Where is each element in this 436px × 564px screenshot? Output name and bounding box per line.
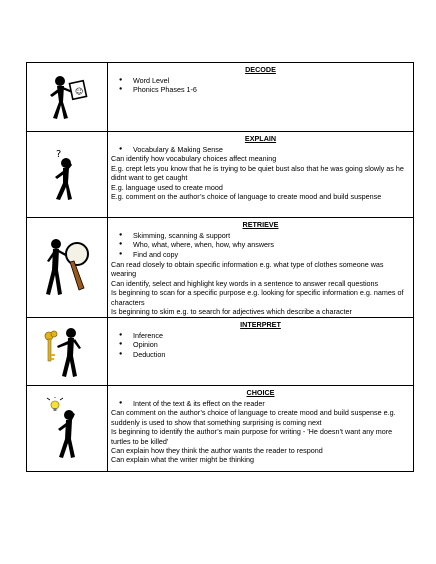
bullet-item: ● Skimming, scanning & support [133, 231, 410, 241]
image-cell [27, 63, 108, 131]
image-cell [27, 218, 108, 317]
stick-figure-magnifier-icon [39, 234, 95, 302]
section-retrieve [27, 217, 413, 317]
section-interpret [27, 317, 413, 385]
section-heading: EXPLAIN [244, 134, 277, 143]
text-cell [108, 132, 413, 217]
reading-skills-table [26, 62, 414, 472]
image-cell [27, 318, 108, 385]
text-line: Can identify, select and highlight key words in a sentence to answer recall questions [111, 278, 379, 288]
bullet-item: ● Find and copy [133, 250, 410, 260]
bullet-list [111, 331, 410, 360]
bullet-item: ● Who, what, where, when, how, why answers [133, 240, 410, 250]
bullet-item: ● Deduction [133, 350, 410, 360]
bullet-list [111, 145, 410, 155]
text-line: E.g. crept lets you know that he is trying to be quiet bust also that he was going slowly as he didnt want to get caught [111, 163, 404, 183]
text-line: Can explain what the writer might be thinking [111, 455, 255, 465]
stick-figure-thinking-icon [42, 147, 92, 203]
text-cell [108, 63, 413, 131]
section-choice [27, 385, 413, 471]
image-cell [27, 132, 108, 217]
text-line: Can comment on the author’s choice of language to create mood and build suspense e.g. suddenly is used to show that something surprising is coming next [111, 408, 396, 427]
text-cell [108, 318, 413, 385]
bullet-item: ● Phonics Phases 1-6 [133, 85, 410, 95]
section-decode [27, 63, 413, 131]
section-heading: RETRIEVE [242, 220, 279, 229]
text-line: Can read closely to obtain specific information e.g. what type of clothes someone was wearing [111, 259, 384, 279]
text-line: Is beginning to scan for a specific purpose e.g. looking for specific information e.g. names of characters [111, 288, 404, 307]
stick-figure-reading-icon [42, 72, 92, 122]
bullet-item: ● Vocabulary & Making Sense [133, 145, 410, 155]
bullet-item: ● Intent of the text & its effect on the reader [133, 399, 410, 409]
text-line: Can identify how vocabulary choices affect meaning [111, 154, 277, 164]
section-explain [27, 131, 413, 217]
text-line: Is beginning to identify the author’s main purpose for writing - 'He doesn’t want any more turtles to be killed' [111, 427, 393, 446]
text-line: E.g. comment on the author’s choice of language to create mood and build suspense [111, 192, 382, 202]
text-line: Is beginning to skim e.g. to search for adjectives which describe a character [111, 307, 352, 317]
bullet-list [111, 76, 410, 96]
text-cell [108, 218, 413, 317]
text-line: E.g. language used to create mood [111, 182, 223, 192]
bullet-list [111, 399, 410, 409]
section-heading: DECODE [245, 65, 276, 74]
bullet-item: ● Inference [133, 331, 410, 341]
bullet-list [111, 231, 410, 260]
bullet-item: ● Word Level [133, 76, 410, 86]
image-cell [27, 386, 108, 471]
text-line: Can explain how they think the author wants the reader to respond [111, 446, 323, 456]
stick-figure-lightbulb-icon [41, 397, 93, 461]
svg-text:☺: ☺ [75, 87, 84, 96]
section-heading: INTERPRET [240, 320, 281, 329]
section-heading: CHOICE [246, 388, 275, 397]
bullet-item: ● Opinion [133, 340, 410, 350]
svg-text:?: ? [56, 148, 62, 160]
text-cell [108, 386, 413, 471]
stick-figure-key-icon [39, 324, 95, 380]
